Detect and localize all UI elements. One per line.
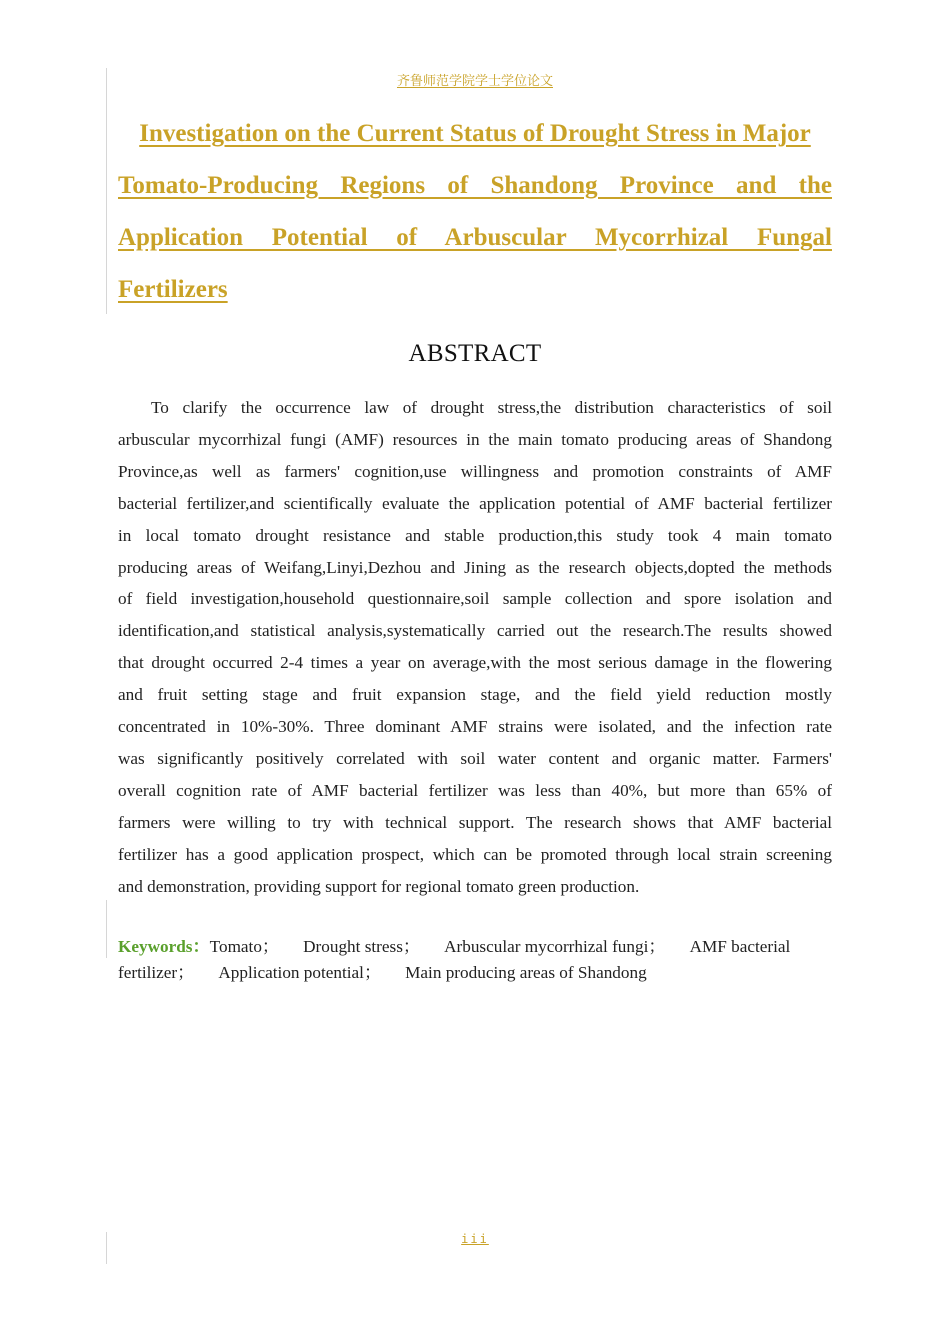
- abstract-line: and fruit setting stage and fruit expansion stage, and the field yield reduction mostly: [118, 685, 832, 705]
- keywords-line: [118, 934, 832, 960]
- page-number: iii: [461, 1232, 489, 1246]
- abstract-heading: ABSTRACT: [408, 340, 542, 367]
- title-line: Tomato-Producing Regions of Shandong Province and the: [118, 172, 832, 199]
- title-line: Application Potential of Arbuscular Mycorrhizal Fungal: [118, 224, 832, 251]
- title-line: Investigation on the Current Status of Drought Stress in Major: [139, 120, 811, 147]
- abstract-line: arbuscular mycorrhizal fungi (AMF) resources in the main tomato producing areas of Shandong: [118, 429, 832, 449]
- abstract-body: [118, 392, 832, 903]
- keyword-item: Tomato；: [209, 937, 280, 956]
- abstract-line: fertilizer has a good application prospect, which can be promoted through local strain screening: [118, 844, 832, 864]
- abstract-line: farmers were willing to try with technical support. The research shows that AMF bacterial: [118, 812, 832, 832]
- abstract-line: To clarify the occurrence law of drought stress,the distribution characteristics of soil: [151, 398, 832, 417]
- running-header: 齐鲁师范学院学士学位论文: [396, 74, 553, 89]
- keywords-line: [118, 960, 832, 986]
- abstract-line: bacterial fertilizer,and scientifically evaluate the application potential of AMF bacterial fertilizer: [118, 493, 832, 513]
- abstract-line: identification,and statistical analysis,systematically carried out the research.The results showed: [118, 621, 832, 641]
- abstract-line: that drought occurred 2-4 times a year on average,with the most serious damage in the flowering: [118, 653, 832, 673]
- abstract-line: in local tomato drought resistance and stable production,this study took 4 main tomato: [118, 525, 832, 545]
- abstract-line: was significantly positively correlated with soil water content and organic matter. Farmers': [118, 748, 832, 768]
- abstract-line: concentrated in 10%-30%. Three dominant AMF strains were isolated, and the infection rate: [118, 717, 832, 737]
- margin-guide-line: [106, 900, 107, 958]
- keywords-block: [118, 934, 832, 986]
- keyword-item: Drought stress；: [303, 937, 421, 956]
- margin-guide-line: [106, 68, 107, 314]
- abstract-line: overall cognition rate of AMF bacterial fertilizer was less than 40%, but more than 65% of: [118, 780, 832, 800]
- keyword-item: AMF bacterial: [689, 937, 791, 956]
- keyword-item: Arbuscular mycorrhizal fungi；: [444, 937, 666, 956]
- thesis-title: [118, 108, 832, 316]
- keyword-item: Main producing areas of Shandong: [405, 963, 647, 982]
- abstract-line: and demonstration, providing support for regional tomato green production.: [118, 876, 640, 896]
- abstract-line: producing areas of Weifang,Linyi,Dezhou and Jining as the research objects,dopted the methods: [118, 557, 832, 577]
- abstract-line: of field investigation,household questionnaire,soil sample collection and spore isolation and: [118, 589, 832, 609]
- title-line: Fertilizers: [118, 276, 228, 303]
- keyword-item: Application potential；: [218, 963, 382, 982]
- keywords-label: Keywords：: [118, 937, 210, 956]
- abstract-line: Province,as well as farmers' cognition,use willingness and promotion constraints of AMF: [118, 461, 832, 481]
- keyword-item: fertilizer；: [118, 963, 195, 982]
